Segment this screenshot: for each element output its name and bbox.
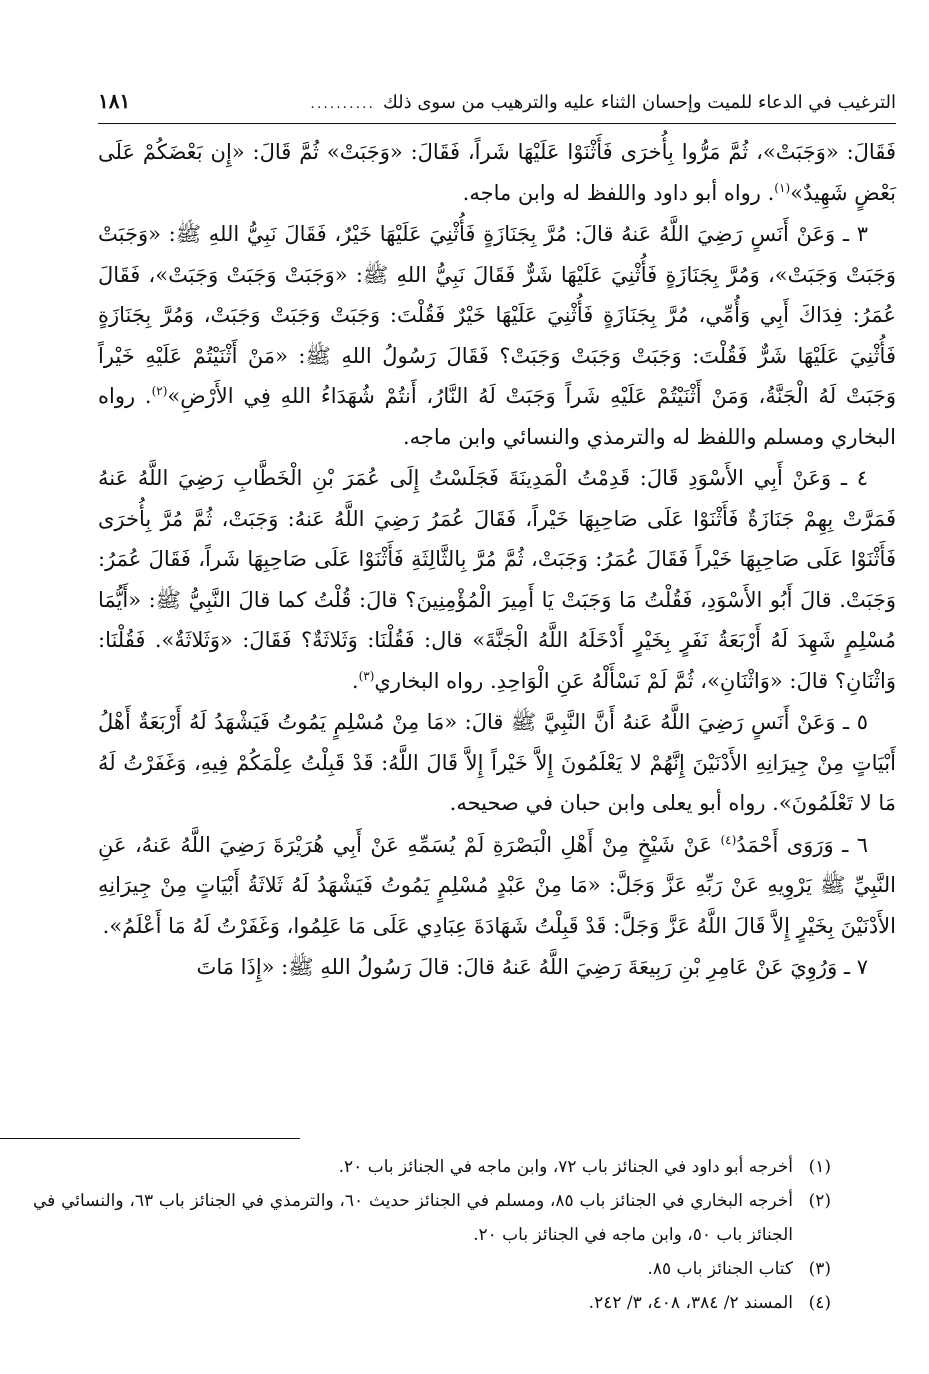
paragraph-hadith-5 [98,702,896,824]
paragraph-text: ٧ ـ وَرُوِيَ عَنْ عَامِرِ بْنِ رَبِيعَةَ رَضِيَ اللَّهُ عَنهُ قالَ: قالَ رَسُولُ اللهِ ﷺ: «إِذَا مَاتَ [196,955,868,979]
paragraph-hadith-4 [98,458,896,701]
footnote-text: أخرجه البخاري في الجنائز باب ٨٥، ومسلم في الجنائز حديث ٦٠، والترمذي في الجنائز باب ٦٣، والنسائي في الجنائز باب ٥٠، وابن ماجه في الجنائز باب ٢٠. [33,1191,793,1245]
footnote-item [33,1286,831,1320]
paragraph-hadith-3 [98,214,896,457]
paragraph-text: ٥ ـ وَعَنْ أَنَسٍ رَضِيَ اللَّهُ عَنهُ أَنَّ النَّبِيَّ ﷺ قالَ: «مَا مِنْ مُسْلِمٍ يَمُوتُ فَيَشْهَدُ لَهُ أَرْبَعَةٌ أَهْلُ أَبْيَاتٍ مِنْ جِيرَانِهِ الأَدْنَيْنَ إِنَّهُمْ لا يَعْلَمُونَ إِلاَّ خَيْراً إِلاَّ قَالَ اللَّهُ: قَدْ قَبِلْتُ عِلْمَكُمْ فِيهِ، وَغَفَرْتُ لَهُ مَا لا تَعْلَمُونَ» [98,710,896,815]
footnote-number: (٣) [808,1259,831,1279]
footnote-separator [0,1138,300,1139]
footnote-number: (٢) [808,1191,831,1211]
footnote-ref: (١) [774,180,791,195]
paragraph-hadith-6 [98,825,896,947]
header-title: الترغيب في الدعاء للميت وإحسان الثناء عليه والترهيب من سوى ذلك [382,92,896,113]
paragraph-text: ٦ ـ وَرَوَى أَحْمَدُ [736,832,868,857]
footnote-ref: (٣) [358,668,375,683]
page [98,86,896,989]
paragraph-text-cont: عَنْ شَيْخٍ مِنْ أَهْلِ الْبَصْرَةِ لَمْ يُسَمِّهِ عَنْ أَبِي هُرَيْرَةَ رَضِيَ اللَّهُ عَنهُ، عَنِ النَّبِيِّ ﷺ يَرْوِيهِ عَنْ رَبِّهِ عَزَّ وَجَلَّ: «مَا مِنْ عَبْدٍ مُسْلِمٍ يَمُوتُ فَيَشْهَدُ لَهُ ثَلاثَةُ أَبْيَاتٍ مِنْ جِيرَانِهِ الأَدْنَيْنَ بِخَيْرٍ إِلاَّ قَالَ اللَّهُ عَزَّ وَجَلَّ: قَدْ قَبِلْتُ شَهَادَةَ عِبَادِي عَلَى مَا عَلِمُوا، وَغَفَرْتُ لَهُ مَا أَعْلَمُ». [98,832,896,938]
page-number: ١٨١ [98,89,131,113]
paragraph-source: . رواه البخاري ومسلم واللفظ له والترمذي والنسائي وابن ماجه. [98,384,896,449]
footnote-item [33,1252,831,1286]
paragraph-text: ٣ ـ وَعَنْ أَنَسٍ رَضِيَ اللَّهُ عَنهُ قالَ: مُرَّ بِجَنَازَةٍ فَأُثْنِيَ عَلَيْهَا خَيْرٌ، فَقَالَ نَبِيُّ اللهِ ﷺ: «وَجَبَتْ وَجَبَتْ وَجَبَتْ»، وَمُرَّ بِجَنَازَةٍ فَأُثْنِيَ عَلَيْهَا شَرٌّ فَقَالَ نَبِيُّ اللهِ ﷺ: «وَجَبَتْ وَجَبَتْ وَجَبَتْ»، فَقَالَ عُمَرُ: فِدَاكَ أَبِي وَأُمِّي، مُرَّ بِجَنَازَةٍ فَأُثْنِيَ عَلَيْهَا خَيْرٌ فَقُلْتَ: وَجَبَتْ وَجَبَتْ وَجَبَتْ، وَمُرَّ بِجَنَازَةٍ فَأُثْنِيَ عَلَيْهَا شَرٌّ فَقُلْتَ: وَجَبَتْ وَجَبَتْ وَجَبَتْ؟ فَقَالَ رَسُولُ اللهِ ﷺ: «مَنْ أَثْنَيْتُمْ عَلَيْهِ خَيْراً وَجَبَتْ لَهُ الْجَنَّةُ، وَمَنْ أَثْنَيْتُمْ عَلَيْهِ شَراً وَجَبَتْ لَهُ النَّارُ، أَنتُمْ شُهَدَاءُ اللهِ فِي الأَرْضِ» [98,222,896,408]
paragraph-1 [98,132,896,213]
paragraph-source: . [351,668,359,693]
footnote-text: أخرجه أبو داود في الجنائز باب ٧٢، وابن ماجه في الجنائز باب ٢٠. [338,1157,793,1177]
paragraph-text: ٤ ـ وَعَنْ أَبِي الأَسْوَدِ قَالَ: قَدِمْتُ الْمَدِينَةَ فَجَلَسْتُ إِلَى عُمَرَ بْنِ الْخَطَّابِ رَضِيَ اللَّهُ عَنهُ فَمَرَّتْ بِهِمْ جَنَازَةٌ فَأَثْنَوْا عَلَى صَاحِبِهَا خَيْراً، فَقَالَ عُمَرُ رَضِيَ اللَّهُ عَنهُ: وَجَبَتْ، ثُمَّ مُرَّ بِأُخرَى فَأَثْنَوْا عَلَى صَاحِبِهَا خَيْراً فَقَالَ عُمَرُ: وَجَبَتْ، ثُمَّ مُرَّ بِالثَّالِثَةِ فَأَثْنَوْا عَلَى صَاحِبِهَا شَراً، فَقَالَ عُمَرُ: وَجَبَتْ. قالَ أَبُو الأَسْوَدِ، فَقُلْتُ مَا وَجَبَتْ يَا أَمِيرَ الْمُؤْمِنِينَ؟ قالَ: قُلْتُ كما قالَ النَّبِيُّ ﷺ: «أَيُّمَا مُسْلِمٍ شَهِدَ لَهُ أَرْبَعَةُ نَفَرٍ بِخَيْرٍ أَدْخَلَهُ اللَّهُ الْجَنَّةَ» قال: فَقُلْنَا: وَثَلاثَةٌ؟ فَقَالَ: «وَثَلاثَةٌ». فَقُلْنَا: وَاثْنَانِ؟ قالَ: «وَاثْنَانِ»، ثُمَّ لَمْ نَسْأَلْهُ عَنِ الْوَاحِدِ. رواه البخاري [98,466,896,693]
footnote-item [33,1184,831,1252]
running-header [98,86,896,124]
footnote-text: كتاب الجنائز باب ٨٥. [647,1259,793,1279]
header-leader-dots: .......... [310,96,375,112]
footnote-text: المسند ٢/ ٣٨٤، ٤٠٨، ٣/ ٢٤٢. [588,1293,793,1313]
footnote-number: (٤) [808,1293,831,1313]
paragraph-source: . رواه أبو داود واللفظ له وابن ماجه. [462,180,775,205]
paragraph-text: فَقَالَ: «وَجَبَتْ»، ثُمَّ مَرُّوا بِأُخرَى فَأَثْنَوْا عَلَيْهَا شَراً، فَقَالَ: «وَجَبَتْ» ثُمَّ قَالَ: «إِن بَعْضَكُمْ عَلَى بَعْضٍ شَهِيدٌ» [98,140,896,205]
footnotes [33,1150,831,1320]
footnote-item [33,1150,831,1184]
footnote-number: (١) [808,1157,831,1177]
paragraph-hadith-7 [98,947,896,988]
main-text [98,132,896,988]
paragraph-source: . رواه أبو يعلى وابن حبان في صحيحه. [449,791,779,815]
footnote-ref: (٢) [151,384,168,398]
footnote-ref: (٤) [720,832,737,847]
